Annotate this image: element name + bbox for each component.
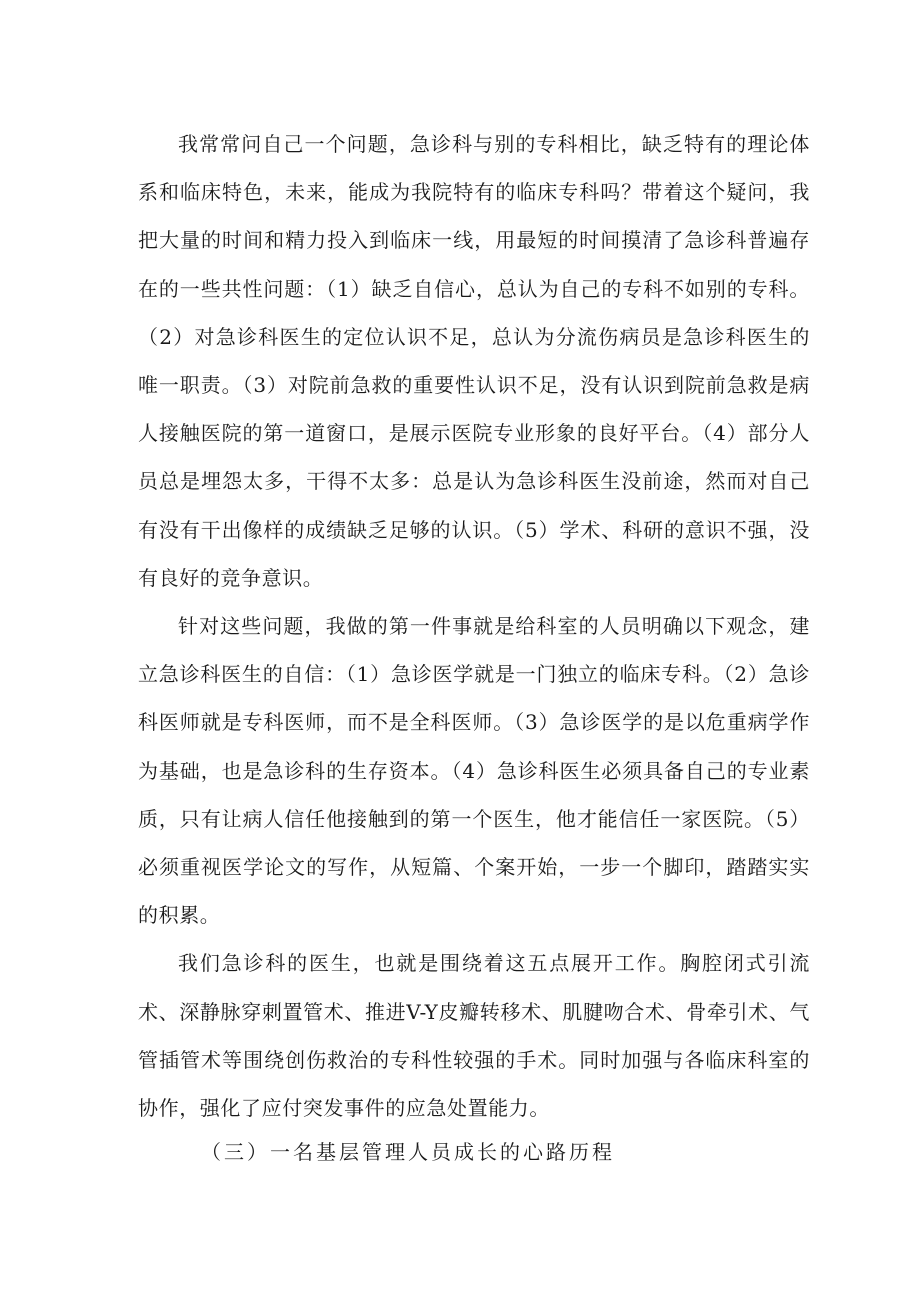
- section-heading: （三）一名基层管理人员成长的心路历程: [201, 1140, 615, 1164]
- body-text: [138, 120, 810, 1132]
- paragraph-2: 针对这些问题，我做的第一件事就是给科室的人员明确以下观念，建立急诊科医生的自信：（1）急诊医学就是一门独立的临床专科。（2）急诊科医师就是专科医师，而不是全科医师。（3）急诊医学的是以危重病学作为基础，也是急诊科的生存资本。（4）急诊科医生必须具备自己的专业素质，只有让病人信任他接触到的第一个医生，他才能信任一家医院。（5）必须重视医学论文的写作，从短篇、个案开始，一步一个脚印，踏踏实实的积累。: [138, 614, 810, 928]
- paragraph-3: 我们急诊科的医生，也就是围绕着这五点展开工作。胸腔闭式引流术、深静脉穿刺置管术、推进V-Y皮瓣转移术、肌腱吻合术、骨牵引术、气管插管术等围绕创伤救治的专科性较强的手术。同时加强与各临床科室的协作，强化了应付突发事件的应急处置能力。: [138, 951, 810, 1121]
- paragraph-1: 我常常问自己一个问题，急诊科与别的专科相比，缺乏特有的理论体系和临床特色，未来，能成为我院特有的临床专科吗？带着这个疑问，我把大量的时间和精力投入到临床一线，用最短的时间摸清了急诊科普遍存在的一些共性问题：（1）缺乏自信心，总认为自己的专科不如别的专科。（2）对急诊科医生的定位认识不足，总认为分流伤病员是急诊科医生的唯一职责。（3）对院前急救的重要性认识不足，没有认识到院前急救是病人接触医院的第一道窗口，是展示医院专业形象的良好平台。（4）部分人员总是埋怨太多，干得不太多：总是认为急诊科医生没前途，然而对自己有没有干出像样的成绩缺乏足够的认识。（5）学术、科研的意识不强，没有良好的竞争意识。: [138, 132, 810, 590]
